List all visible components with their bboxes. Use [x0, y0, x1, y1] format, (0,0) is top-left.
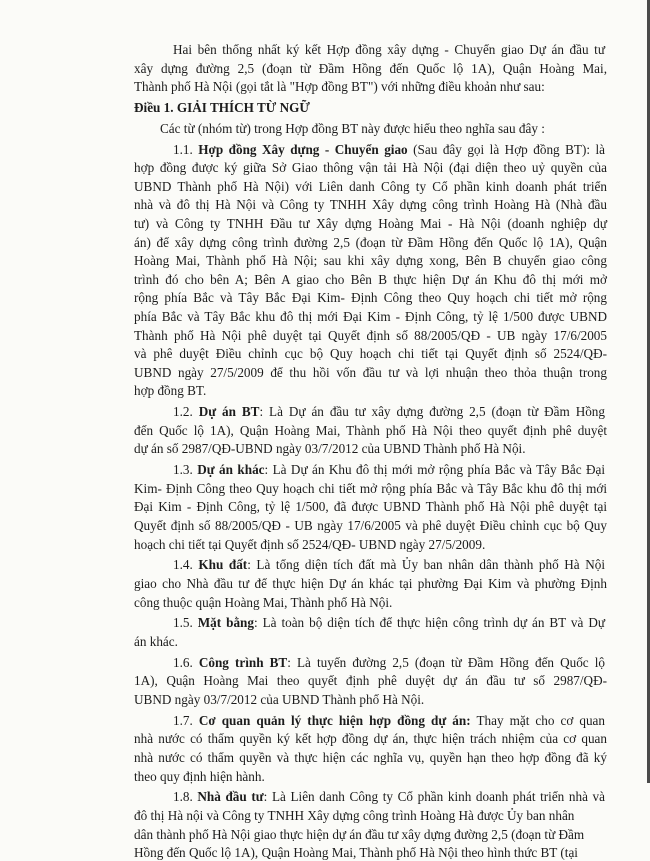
section-1-7-first-line: [173, 713, 605, 729]
section-1-1-line: rộng phía Bắc và Tây Bắc Đại Kim- Định Công theo Quy hoạch chi tiết mở rộng: [134, 290, 607, 306]
section-term: Khu đất: [198, 557, 248, 573]
section-text: : Là Liên danh Công ty Cổ phần kinh doanh phát triển nhà và: [263, 789, 605, 805]
section-1-1-line: UBND ngày 27/5/2009 để thu hồi vốn đầu tư và lợi nhuận theo thỏa thuận trong: [134, 364, 607, 380]
section-number: 1.1.: [173, 141, 193, 157]
section-1-1-line: UBND Thành phố Hà Nội) với Liên danh Công ty Cổ phần kinh doanh phát triển: [134, 178, 607, 194]
section-1-1-line: án) để xây dựng công trình đường 2,5 (đoạn từ Đầm Hồng đến Quốc lộ 1A), Quận: [134, 234, 607, 250]
section-1-1-line: Thành phố Hà Nội phê duyệt tại Quyết định số 88/2005/QĐ - UB ngày 17/6/2005: [134, 327, 607, 343]
section-1-2-first-line: [173, 404, 605, 420]
section-text: : Là Dự án Khu đô thị mới mở rộng phía Bắc và Tây Bắc Đại: [264, 462, 605, 478]
section-text: : Là Dự án đầu tư xây dựng đường 2,5 (đoạn từ Đầm Hồng: [259, 404, 605, 420]
section-1-6-first-line: [173, 655, 605, 671]
section-1-1-line: nhà và đô thị Hà Nội và Công ty TNHH Xây dựng công trình Hoàng Hà (Nhà đầu: [134, 197, 607, 213]
section-1-8-line: dân thành phố Hà Nội giao thực hiện dự án đầu tư xây dựng đường 2,5 (đoạn từ Đầm: [134, 826, 585, 842]
section-1-5-first-line: [173, 615, 605, 631]
section-1-1-line: tư) và Công ty TNHH Đầu tư Xây dựng Hoàng Mai - Hà Nội (doanh nghiệp dự: [134, 216, 607, 231]
section-number: 1.8.: [173, 789, 198, 805]
section-1-8-first-line: [173, 789, 605, 805]
section-1-1-line: phía Bắc và Tây Bắc khu đô thị mới Đại Kim - Định Công, tỷ lệ 1/500 được UBND: [134, 309, 607, 324]
section-1-4-first-line: [173, 557, 605, 573]
section-1-1-line: Hoàng Mai, Thành phố Hà Nội; sau khi xây dựng xong, Bên B chuyển giao công: [134, 253, 607, 269]
section-number: 1.2.: [173, 404, 193, 420]
section-1-4-line: giao cho Nhà đầu tư để thực hiện Dự án khác tại phường Đại Kim và phường Định: [134, 576, 607, 591]
section-term: Mặt bằng: [197, 615, 254, 631]
section-term: Hợp đồng Xây dựng - Chuyển giao: [198, 141, 408, 157]
section-text: : Là tuyến đường 2,5 (đoạn từ Đầm Hồng đến Quốc lộ: [287, 654, 605, 670]
section-number: 1.6.: [173, 654, 193, 670]
section-1-3-line: Quyết định số 88/2005/QĐ - UB ngày 17/6/2005 và phê duyệt Điều chỉnh cục bộ Quy: [134, 518, 607, 533]
section-term: Dự án BT: [198, 404, 260, 420]
section-term: Dự án khác: [197, 462, 265, 478]
section-text: Thay mặt cho cơ quan: [476, 712, 606, 728]
section-1-3-line: Kim- Định Công theo Quy hoạch chi tiết mở rộng phía Bắc và Tây Bắc khu đô thị mới: [134, 480, 607, 496]
section-1-1-line: hợp đồng được ký giữa Sở Giao thông vận tải Hà Nội (đại diện theo uỷ quyền của: [134, 160, 607, 176]
section-1-3-first-line: [173, 462, 605, 478]
section-1-1-first-line: [173, 142, 605, 158]
article-1-title: Điều 1. GIẢI THÍCH TỪ NGỮ: [134, 100, 310, 115]
section-1-6-line: UBND ngày 03/7/2012 của UBND Thành phố Hà Nội.: [134, 692, 425, 707]
intro-line-3: Thành phố Hà Nội (gọi tắt là "Hợp đồng BT") với những điều khoản như sau:: [134, 79, 545, 95]
section-1-2-line: dự án số 2987/QĐ-UBND ngày 03/7/2012 của UBND Thành phố Hà Nội.: [134, 441, 526, 457]
section-1-1-line: hợp đồng BT.: [134, 383, 207, 399]
section-number: 1.7.: [173, 712, 193, 728]
section-1-7-line: nhà nước có thẩm quyền và thực hiện các nghĩa vụ, quyền hạn theo hợp đồng đã ký: [134, 750, 607, 765]
section-1-2-line: đến Quốc lộ 1A), Quận Hoàng Mai, Thành phố Hà Nội theo quyết định phê duyệt: [134, 422, 607, 438]
section-1-6-line: 1A), Quận Hoàng Mai theo quyết định phê duyệt dự án đầu tư số 2987/QĐ-: [134, 673, 607, 689]
section-1-3-line: hoạch chi tiết tại Quyết định số 2524/QĐ- UBND ngày 27/5/2009.: [134, 536, 486, 552]
section-1-1-line: và phê duyệt Điều chỉnh cục bộ Quy hoạch chi tiết tại Quyết định số 2524/QĐ-: [134, 346, 607, 362]
section-1-7-line: theo quy định hiện hành.: [134, 768, 265, 784]
section-1-5-line: án khác.: [134, 634, 178, 649]
section-1-8-line: đô thị Hà nội và Công ty TNHH Xây dựng công trình Hoàng Hà được Ủy ban nhân: [134, 808, 575, 823]
section-term: Nhà đầu tư: [197, 789, 264, 805]
section-1-4-line: công thuộc quận Hoàng Mai, Thành phố Hà Nội.: [134, 594, 393, 610]
intro-line-1: Hai bên thống nhất ký kết Hợp đồng xây dựng - Chuyển giao Dự án đầu tư: [173, 42, 605, 57]
intro-line-2: xây dựng đường 2,5 (đoạn từ Đầm Hồng đến Quốc lộ 1A), Quận Hoàng Mai,: [134, 60, 607, 76]
section-number: 1.4.: [173, 557, 193, 573]
section-number: 1.3.: [173, 462, 193, 478]
section-1-1-line: trình đó cho bên A; Bên A giao cho Bên B thực hiện Dự án Khu đô thị mới mở: [134, 271, 607, 287]
section-number: 1.5.: [173, 615, 193, 631]
section-text: : Là tổng diện tích đất mà Ủy ban nhân dân thành phố Hà Nội: [247, 557, 606, 573]
section-text: (Sau đây gọi là Hợp đồng BT): là: [413, 141, 606, 157]
article-1-lead: Các từ (nhóm từ) trong Hợp đồng BT này được hiểu theo nghĩa sau đây :: [160, 120, 545, 136]
section-1-8-line: Hồng đến Quốc lộ 1A), Quận Hoàng Mai, Thành phố Hà Nội theo hình thức BT (tại: [134, 845, 578, 861]
section-1-7-line: nhà nước có thẩm quyền ký kết hợp đồng dự án, thực hiện trách nhiệm của cơ quan: [134, 731, 607, 747]
section-term: Công trình BT: [198, 654, 288, 670]
section-term: Cơ quan quản lý thực hiện hợp đồng dự án:: [198, 712, 471, 728]
section-1-3-line: Đại Kim - Định Công, tỷ lệ 1/500, đã được UBND Thành phố Hà Nội phê duyệt tại: [134, 499, 607, 515]
section-text: : Là toàn bộ diện tích để thực hiện công trình dự án BT và Dự: [253, 615, 605, 631]
